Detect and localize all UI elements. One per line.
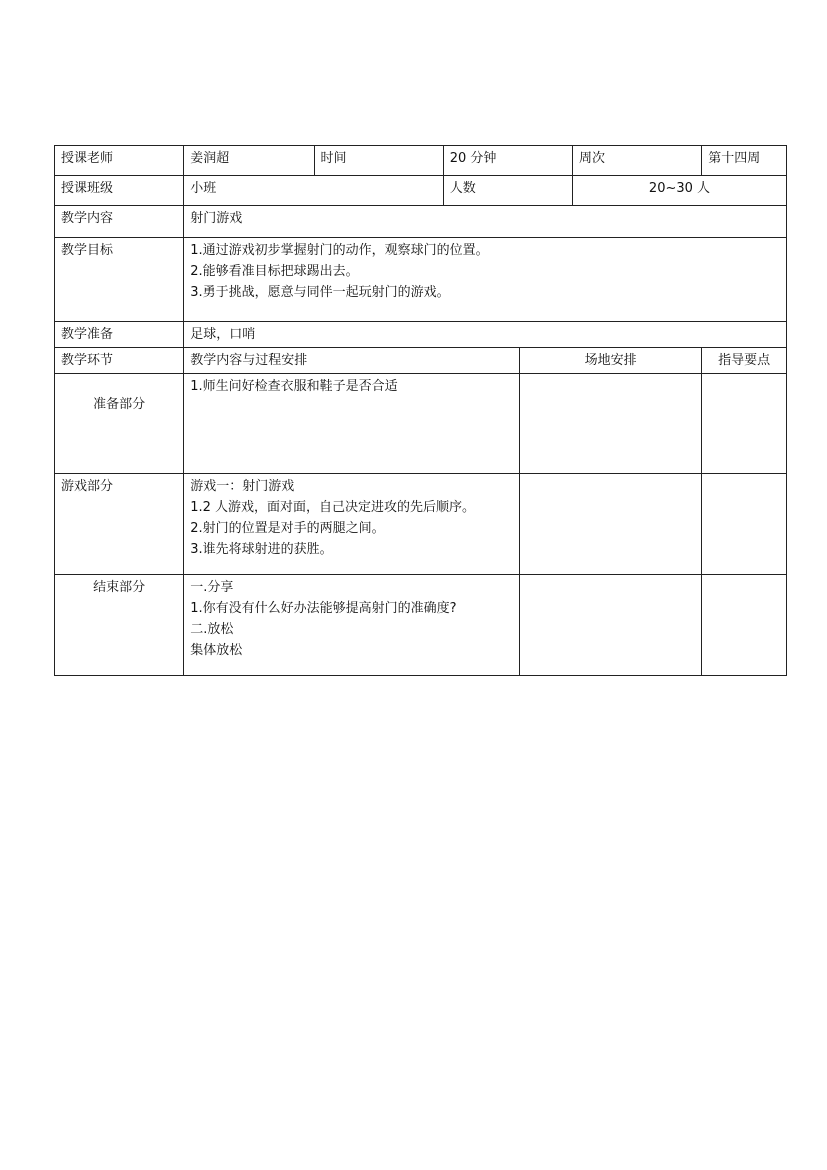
count-label: 人数 [443,176,572,206]
content-label: 教学内容 [55,206,184,238]
section-line: 1.2 人游戏，面对面，自己决定进攻的先后顺序。 [190,500,476,515]
lesson-plan-table [54,145,787,676]
goals-list [184,238,787,322]
tips-header: 指导要点 [702,348,787,374]
count-value: 20~30 人 [572,176,786,206]
section-content [184,575,520,676]
section-line: 3.谁先将球射进的获胜。 [190,542,333,557]
class-value: 小班 [184,176,444,206]
stage-header: 教学环节 [55,348,184,374]
week-value: 第十四周 [702,146,787,176]
tips-cell [702,575,787,676]
goal-item: 3.勇于挑战，愿意与同伴一起玩射门的游戏。 [190,285,450,300]
column-header-row [55,348,787,374]
venue-cell [520,575,702,676]
prep-label: 教学准备 [55,322,184,348]
time-value: 20 分钟 [443,146,572,176]
section-line: 2.射门的位置是对手的两腿之间。 [190,521,385,536]
class-label: 授课班级 [55,176,184,206]
tips-cell [702,374,787,474]
section-label: 结束部分 [55,575,184,676]
section-line: 游戏一：射门游戏 [190,479,295,494]
goals-label: 教学目标 [55,238,184,322]
content-value: 射门游戏 [184,206,787,238]
content-header: 教学内容与过程安排 [184,348,520,374]
venue-header: 场地安排 [520,348,702,374]
section-line: 二.放松 [190,622,234,637]
time-label: 时间 [314,146,443,176]
section-line: 集体放松 [190,643,243,658]
section-row-game [55,474,787,575]
goal-item: 2.能够看准目标把球踢出去。 [190,264,359,279]
section-label: 准备部分 [55,374,184,474]
section-line: 一.分享 [190,580,234,595]
class-row [55,176,787,206]
tips-cell [702,474,787,575]
section-content [184,474,520,575]
section-label: 游戏部分 [55,474,184,575]
section-row-prep [55,374,787,474]
teacher-label: 授课老师 [55,146,184,176]
venue-cell [520,374,702,474]
week-label: 周次 [572,146,701,176]
prep-row [55,322,787,348]
section-line: 1.你有没有什么好办法能够提高射门的准确度? [190,601,457,616]
teacher-row [55,146,787,176]
prep-value: 足球，口哨 [184,322,787,348]
goals-row [55,238,787,322]
teacher-value: 姜润超 [184,146,314,176]
section-content [184,374,520,474]
section-row-end [55,575,787,676]
goal-item: 1.通过游戏初步掌握射门的动作，观察球门的位置。 [190,243,489,258]
section-line: 1.师生问好检查衣服和鞋子是否合适 [190,379,398,394]
venue-cell [520,474,702,575]
content-row [55,206,787,238]
